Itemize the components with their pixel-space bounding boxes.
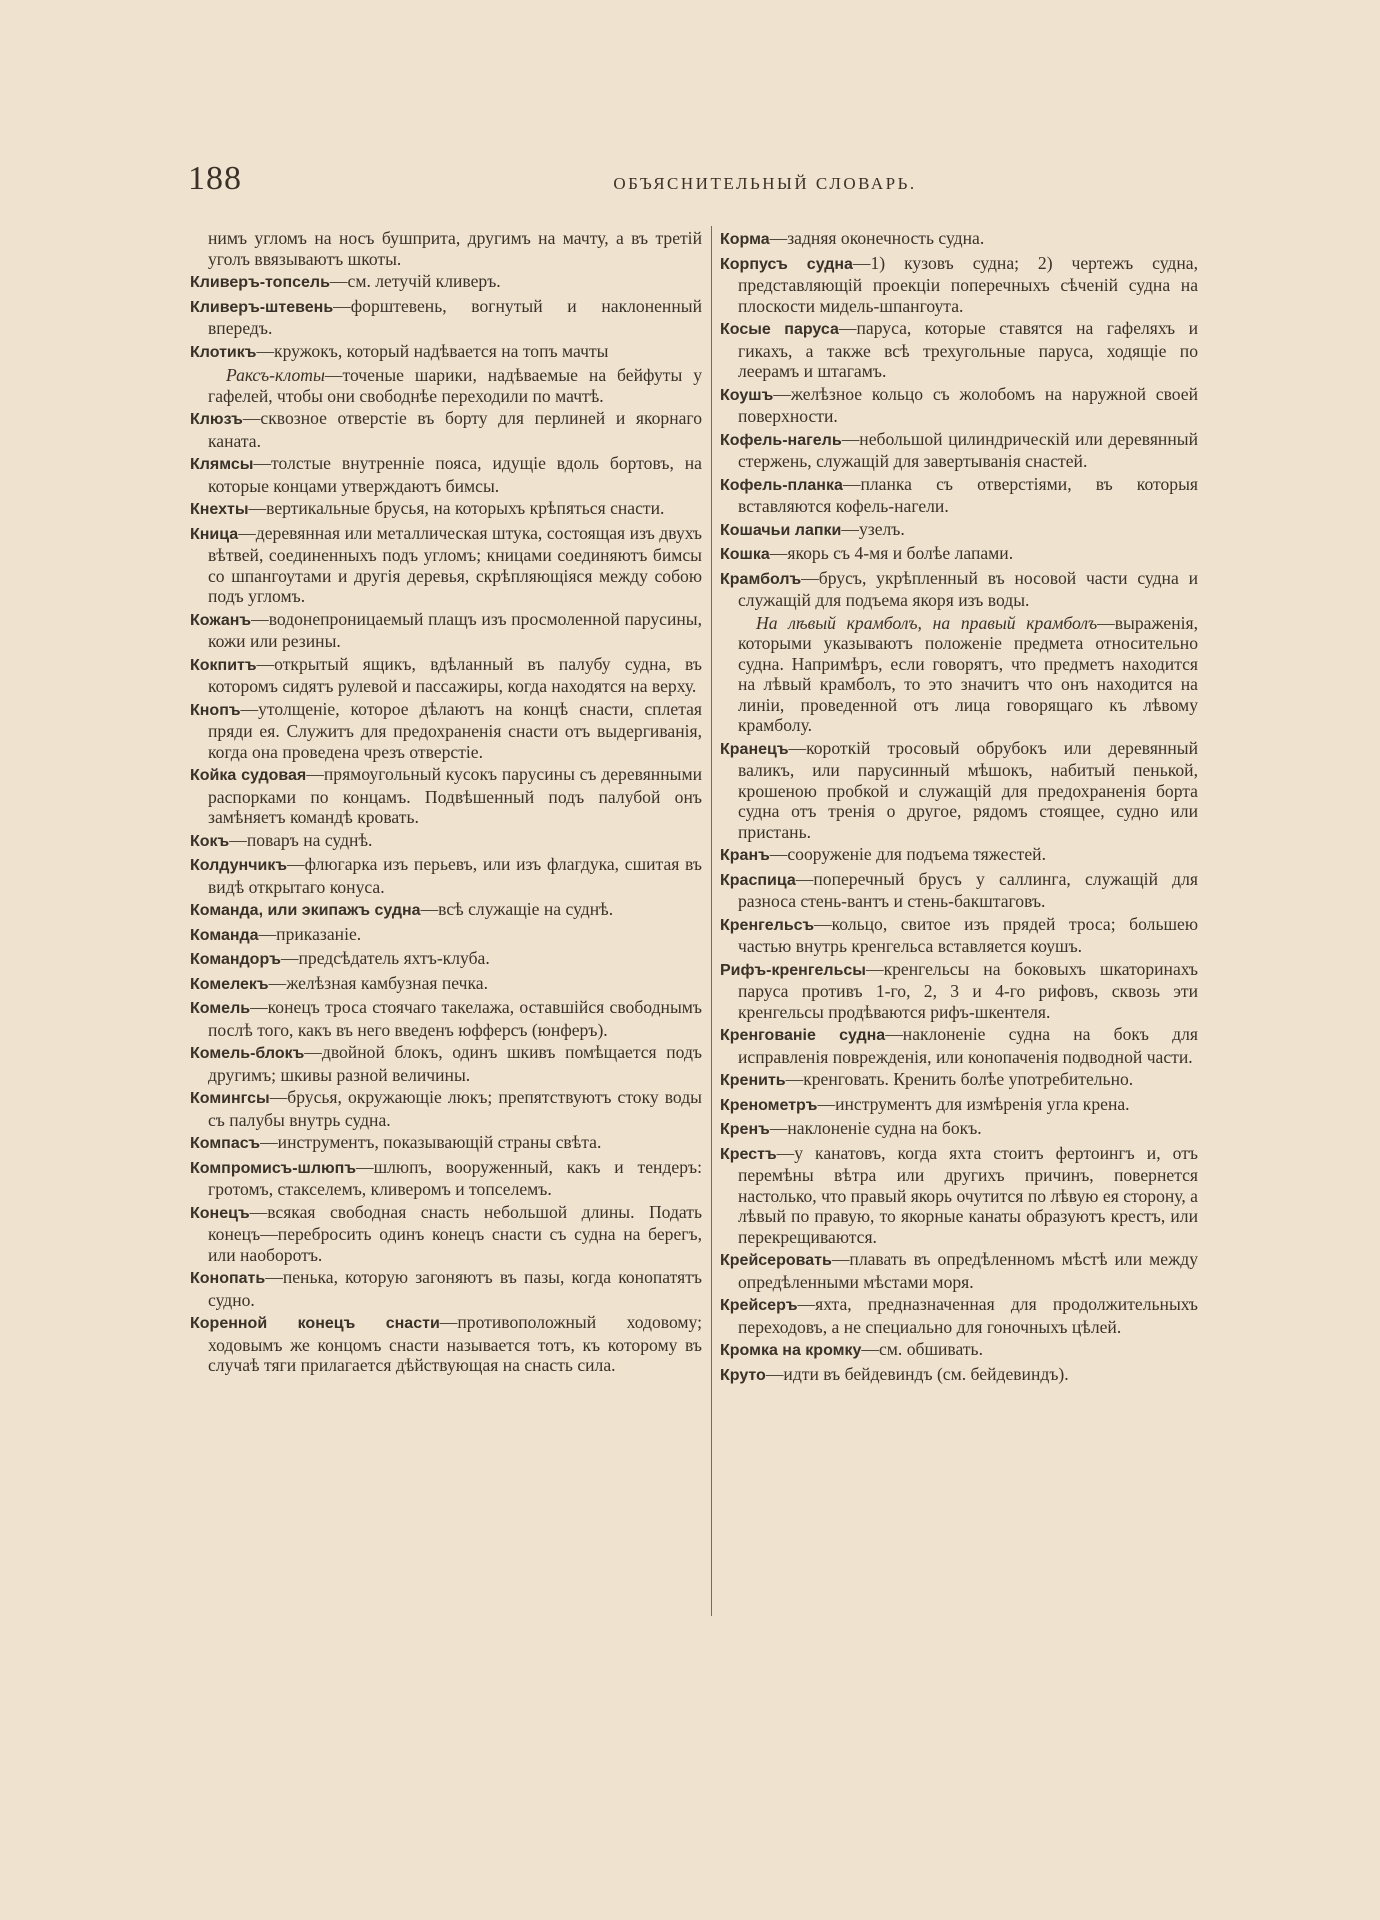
dictionary-entry: [720, 959, 1198, 1023]
entry-definition: —форштевень, вогнутый и наклоненный впередъ.: [208, 295, 702, 338]
dictionary-entry: [190, 408, 702, 451]
entry-term: Кофель-планка: [720, 476, 843, 494]
dictionary-entry: [190, 1202, 702, 1266]
entry-definition: —поперечный брусъ у саллинга, служащій для разноса стень-вантъ и стень-бакштаговъ.: [738, 868, 1198, 911]
entry-term: Компасъ: [190, 1135, 261, 1152]
dictionary-entry: [190, 498, 702, 521]
entry-definition: —узелъ.: [841, 518, 905, 539]
entry-term: Корма: [720, 231, 770, 248]
entry-definition: —прямоугольный кусокъ парусины съ деревянными распорками по концамъ. Подвѣшенный подъ палубой онъ замѣняетъ командѣ кровать.: [208, 764, 702, 827]
entry-italic-term: Раксъ-клоты: [226, 365, 325, 385]
entry-term: Кошачьи лапки: [720, 521, 842, 539]
dictionary-entry: [720, 1143, 1198, 1248]
entry-term: Кливеръ-штевень: [190, 298, 334, 316]
entry-term: Кожанъ: [190, 611, 252, 629]
dictionary-entry: [720, 429, 1198, 472]
entry-definition: —всѣ служащіе на суднѣ.: [420, 899, 614, 919]
entry-term: Конецъ: [190, 1204, 250, 1222]
entry-definition: —открытый ящикъ, вдѣланный въ палубу судна, въ которомъ сидятъ рулевой и пассажиры, когда находятся на верху.: [208, 653, 702, 696]
dictionary-entry: [720, 1069, 1198, 1092]
entry-definition: —кружокъ, который надѣвается на топъ мачты: [256, 340, 609, 361]
entry-definition: —у канатовъ, когда яхта стоитъ фертоингъ и, отъ перемѣны вѣтра или другихъ причинъ, повернется настолько, что правый якорь очутится по лѣвую ея сторону, а лѣвый по правую, то якорные канаты образуютъ крестъ, или перекрещиваются.: [738, 1142, 1198, 1247]
entry-term: Кошка: [720, 546, 770, 563]
entry-term: Кромка на кромку: [720, 1342, 862, 1359]
dictionary-entry: [720, 384, 1198, 427]
dictionary-entry: [190, 973, 702, 996]
entry-term: Комель: [190, 1000, 251, 1017]
entry-definition: —противоположный ходовому; ходовымъ же концомъ снасти называется тотъ, къ которому въ случаѣ тяги прилагается дѣйствующая на снасть сила.: [208, 1312, 703, 1375]
dictionary-entry: [190, 854, 702, 897]
dictionary-entry: [190, 523, 702, 607]
entry-definition: —приказаніе.: [258, 923, 362, 944]
dictionary-entry: [190, 924, 702, 947]
entry-definition: —утолщеніе, которое дѣлаютъ на концѣ снасти, сплетая пряди ея. Служитъ для предохраненія снасти отъ выдергиванія, когда она проведена чрезъ отверстіе.: [208, 698, 702, 762]
entry-term: Клямсы: [190, 456, 254, 473]
entry-term: Клюзъ: [190, 411, 243, 428]
entry-definition: —наклоненіе судна на бокъ для исправленія поврежденія, или конопаченія подводной части.: [738, 1024, 1198, 1067]
entry-definition: —сквозное отверстіе въ борту для перлиней и якорнаго каната.: [208, 408, 702, 451]
entry-term: Коренной конецъ снасти: [190, 1315, 440, 1332]
entry-term: Кнехты: [190, 501, 249, 518]
dictionary-entry: [190, 453, 702, 496]
entry-term: Конопать: [190, 1270, 266, 1287]
entry-term: Койка судовая: [190, 767, 307, 784]
dictionary-entry: [720, 228, 1198, 251]
entry-definition: —плавать въ опредѣленномъ мѣстѣ или между опредѣленными мѣстами моря.: [738, 1249, 1198, 1292]
entry-definition: —точеные шарики, надѣваемые на бейфуты у гафелей, чтобы они свободнѣе переходили по мачтѣ.: [208, 365, 702, 406]
entry-definition: —брусъ, укрѣпленный въ носовой части судна и служащій для подъема якоря изъ воды.: [738, 567, 1198, 610]
dictionary-entry: [190, 1132, 702, 1155]
entry-definition: —инструментъ, показывающій страны свѣта.: [260, 1132, 602, 1152]
entry-term: Кливеръ-топсель: [190, 274, 330, 291]
dictionary-entry: [720, 1339, 1198, 1362]
dictionary-entry: [720, 1364, 1198, 1387]
entry-term: Комелекъ: [190, 975, 269, 993]
dictionary-entry: [720, 914, 1198, 957]
dictionary-entry: [190, 830, 702, 853]
entry-definition: —сооруженіе для подъема тяжестей.: [769, 844, 1046, 864]
entry-term: Кокпитъ: [190, 656, 257, 674]
entry-term: Корпусъ судна: [720, 255, 853, 273]
dictionary-entry: [190, 1267, 702, 1310]
entry-definition: —идти въ бейдевиндъ (см. бейдевиндъ).: [765, 1363, 1069, 1384]
dictionary-entry: [190, 296, 702, 339]
entry-term: Кница: [190, 525, 239, 543]
entry-term: Крамболъ: [720, 570, 802, 588]
dictionary-entry: [190, 365, 702, 406]
dictionary-entry: [190, 764, 702, 828]
entry-term: Круто: [720, 1366, 766, 1384]
entry-term: Косые паруса: [720, 321, 839, 338]
entry-term: Коушъ: [720, 386, 774, 404]
dictionary-entry: [720, 613, 1198, 736]
entry-term: Кранъ: [720, 847, 770, 864]
dictionary-entry: [190, 609, 702, 652]
dictionary-entry: [190, 1087, 702, 1130]
dictionary-entry: [720, 1294, 1198, 1337]
entry-term: Кренить: [720, 1072, 786, 1089]
entry-term: Кренометръ: [720, 1096, 818, 1114]
entry-definition: —двойной блокъ, одинъ шкивъ помѣщается подъ другимъ; шкивы разной величины.: [208, 1042, 702, 1085]
entry-definition: —водонепроницаемый плащъ изъ просмоленной парусины, кожи или резины.: [208, 608, 702, 651]
entry-definition: —паруса, которые ставятся на гафеляхъ и гикахъ, а также всѣ трехугольные паруса, ходящіе по леерамъ и штагамъ.: [738, 318, 1198, 381]
dictionary-entry: [190, 997, 702, 1040]
entry-definition: —кренгельсы на боковыхъ шкаторинахъ паруса противъ 1-го, 2, 3 и 4-го рифовъ, сквозь эти кренгельсы продѣваются рифъ-шкентеля.: [738, 958, 1198, 1022]
entry-definition: —выраженія, которыми указываютъ положеніе предмета относительно судна. Напримѣръ, если говорятъ, что предметъ находится на лѣвый крамболъ, то это значитъ что онъ находится на линіи, проведенной отъ лица говорящаго къ лѣвому крамболу.: [738, 612, 1198, 735]
entry-definition: —предсѣдатель яхтъ-клуба.: [280, 948, 490, 968]
dictionary-entry: [190, 1157, 702, 1200]
entry-term: Команда, или экипажъ судна: [190, 902, 421, 919]
dictionary-entry: [190, 948, 702, 971]
entry-definition: —деревянная или металлическая штука, состоящая изъ двухъ вѣтвей, соединенныхъ подъ угломъ; кницами соединяютъ бимсы со шпангоутами и другія деревья, скрѣпляющіяся между собою подъ угломъ.: [208, 522, 702, 606]
dictionary-entry: [190, 228, 702, 269]
entry-term: Кренгельсъ: [720, 916, 815, 934]
dictionary-entry: [720, 519, 1198, 542]
dictionary-entry: [190, 1312, 702, 1376]
dictionary-entry: [720, 844, 1198, 867]
entry-definition: —желѣзная камбузная печка.: [268, 972, 489, 993]
entry-definition: —толстые внутренніе пояса, идущіе вдоль бортовъ, на которые концами утверждаютъ бимсы.: [208, 453, 702, 496]
entry-definition: —кренговать. Кренить болѣе употребительно.: [785, 1069, 1134, 1089]
entry-italic-term: На лѣвый крамболъ, на правый крамболъ: [756, 612, 1098, 633]
running-title: ОБЪЯСНИТЕЛЬНЫЙ СЛОВАРЬ.: [613, 174, 917, 193]
entry-definition: —пенька, которую загоняютъ въ пазы, когда конопатятъ судно.: [208, 1267, 702, 1310]
entry-term: Кренгованіе судна: [720, 1027, 886, 1044]
entry-definition: —поваръ на суднѣ.: [229, 829, 373, 850]
dictionary-entry: [190, 654, 702, 697]
entry-definition: —небольшой цилиндрическій или деревянный стержень, служащій для завертыванія снастей.: [738, 428, 1198, 471]
entry-term: Комель-блокъ: [190, 1045, 305, 1062]
entry-definition: —см. обшивать.: [861, 1339, 983, 1359]
entry-term: Команда: [190, 926, 259, 944]
entry-definition: —вертикальные брусья, на которыхъ крѣпяться снасти.: [248, 498, 665, 518]
left-column: [190, 228, 702, 1378]
dictionary-entry: [720, 869, 1198, 912]
dictionary-entry: [190, 699, 702, 763]
right-column: [720, 228, 1198, 1388]
entry-definition: —яхта, предназначенная для продолжительныхъ переходовъ, а не специально для гоночныхъ цѣлей.: [738, 1294, 1198, 1337]
entry-term: Краспица: [720, 871, 796, 889]
dictionary-entry: [720, 1094, 1198, 1117]
dictionary-entry: [190, 899, 702, 922]
dictionary-entry: [190, 341, 702, 364]
dictionary-entry: [720, 318, 1198, 382]
entry-definition: —кольцо, свитое изъ прядей троса; большею частью внутрь кренгельса вставляется коушъ.: [738, 913, 1198, 956]
entry-term: Крейсеръ: [720, 1297, 798, 1314]
entry-definition: —короткій тросовый обрубокъ или деревянный валикъ, или парусинный мѣшокъ, набитый пенькой, крошеною пробкой и служащій для предохраненія борта судна отъ тренія о другое, рядомъ стоящее, судно или пристань.: [738, 737, 1198, 842]
entry-definition: —желѣзное кольцо съ жолобомъ на наружной своей поверхности.: [738, 383, 1198, 426]
entry-term: Кранецъ: [720, 740, 789, 758]
entry-term: Кокъ: [190, 832, 230, 850]
entry-term: Крестъ: [720, 1145, 777, 1163]
entry-term: Рифъ-кренгельсы: [720, 961, 866, 979]
page-number: 188: [188, 160, 242, 197]
entry-definition: —всякая свободная снасть небольшой длины. Подать конецъ—перебросить одинъ конецъ снасти съ судна на берегъ, или наоборотъ.: [208, 1201, 702, 1265]
entry-definition: —якорь съ 4-мя и болѣе лапами.: [769, 543, 1014, 563]
entry-definition: —наклоненіе судна на бокъ.: [769, 1118, 982, 1138]
dictionary-entry: [720, 1024, 1198, 1067]
entry-term: Комингсы: [190, 1090, 270, 1107]
entry-term: Крейсеровать: [720, 1252, 832, 1269]
entry-term: Колдунчикъ: [190, 857, 288, 874]
dictionary-entry: [720, 1249, 1198, 1292]
dictionary-entry: [720, 543, 1198, 566]
dictionary-entry: [190, 1042, 702, 1085]
dictionary-entry: [720, 1118, 1198, 1141]
entry-definition: нимъ угломъ на носъ бушприта, другимъ на мачту, а въ третій уголъ ввязываютъ шкоты.: [208, 228, 702, 269]
entry-definition: —шлюпъ, вооруженный, какъ и тендеръ: гротомъ, стакселемъ, кливеромъ и топселемъ.: [208, 1156, 702, 1199]
entry-definition: —планка съ отверстіями, въ которыя вставляются кофель-нагели.: [738, 473, 1198, 516]
entry-definition: —1) кузовъ судна; 2) чертежъ судна, представляющій проекціи поперечныхъ сѣченій судна на плоскости мидель-шпангоута.: [738, 252, 1198, 316]
entry-term: Кофель-нагель: [720, 431, 842, 449]
entry-term: Клотикъ: [190, 343, 257, 361]
entry-definition: —инструментъ для измѣренія угла крена.: [817, 1093, 1130, 1114]
dictionary-entry: [720, 568, 1198, 611]
entry-term: Командоръ: [190, 951, 281, 968]
dictionary-entry: [720, 474, 1198, 517]
column-divider: [711, 226, 712, 1616]
entry-definition: —задняя оконечность судна.: [769, 228, 985, 248]
entry-definition: —брусья, окружающіе люкъ; препятствуютъ стоку воды съ палубы внутрь судна.: [208, 1087, 702, 1130]
entry-term: Кренъ: [720, 1121, 770, 1138]
entry-term: Компромисъ-шлюпъ: [190, 1159, 357, 1177]
entry-definition: —флюгарка изъ перьевъ, или изъ флагдука, сшитая въ видѣ открытаго конуса.: [208, 854, 702, 897]
entry-definition: —см. летучій кливеръ.: [329, 271, 501, 291]
entry-definition: —конецъ троса стоячаго такелажа, оставшійся свободнымъ послѣ того, какъ въ него введенъ юфферсъ (юнферъ).: [208, 997, 702, 1040]
dictionary-entry: [720, 253, 1198, 317]
entry-term: Кнопъ: [190, 701, 241, 719]
dictionary-entry: [720, 738, 1198, 843]
dictionary-entry: [190, 271, 702, 294]
